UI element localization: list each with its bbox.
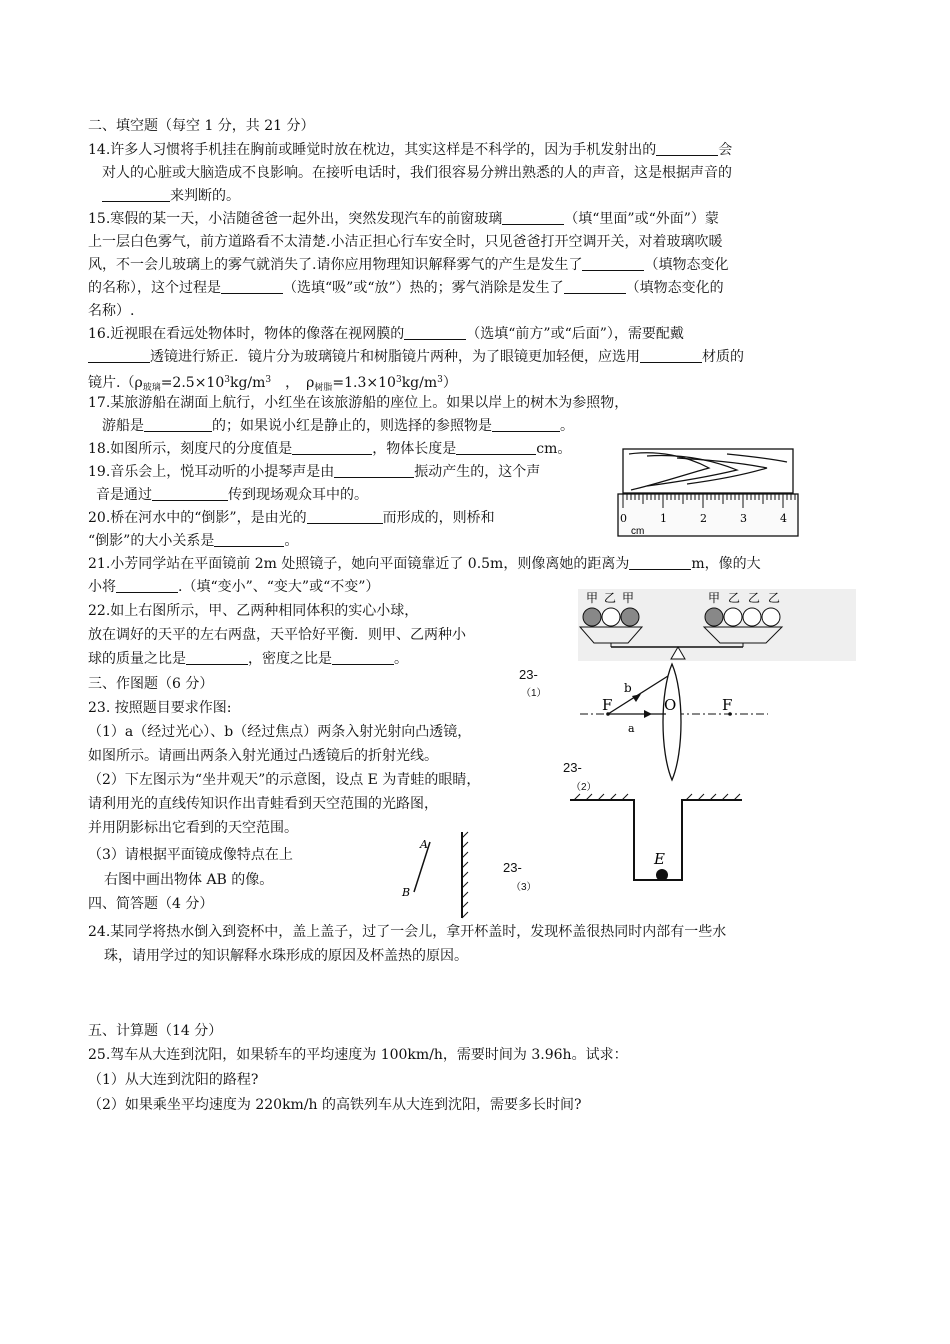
- q16-sup: 3: [437, 375, 443, 385]
- q15-text-f: （选填“吸”或“放”）热的；雾气消除是发生了: [283, 280, 564, 296]
- answer-blank[interactable]: [404, 325, 466, 340]
- label-F-right: F: [722, 696, 733, 714]
- mirror-fig-tag: 23-: [503, 860, 522, 875]
- q20-line2: [88, 531, 298, 551]
- q17-line2: [102, 416, 574, 436]
- q15-text-c: 风，不一会儿玻璃上的雾气就消失了.请你应用物理知识解释雾气的产生是发生了: [88, 257, 583, 273]
- q17-text-b: 的；如果说小红是静止的，则选择的参照物是: [212, 418, 492, 434]
- right-label-2: 乙: [728, 591, 741, 605]
- left-label-2: 乙: [604, 591, 617, 605]
- section-fill-title: 二、填空题（每空 1 分，共 21 分）: [88, 118, 315, 134]
- well-fig-tag2: （2）: [571, 782, 597, 793]
- q19-line1: [88, 462, 540, 482]
- label-E: E: [654, 850, 665, 868]
- q16-density-d: ， ρ: [271, 375, 315, 391]
- q15-text-e: 的名称），这个过程是: [88, 280, 221, 296]
- q22-line1: 22.如上右图所示，甲、乙两种相同体积的实心小球，: [88, 603, 419, 619]
- q19-text-d: 传到现场观众耳中的。: [228, 487, 368, 503]
- label-a: a: [628, 722, 635, 735]
- left-label-3: 甲: [622, 591, 635, 605]
- q14-text-a: 14.许多人习惯将手机挂在胸前或睡觉时放在枕边，其实这样是不科学的，因为手机发射出的: [88, 142, 657, 158]
- q25-line1: 25.驾车从大连到沈阳，如果轿车的平均速度为 100km/h，需要时间为 3.96h。试求：: [88, 1047, 628, 1063]
- q15-line5: 名称）.: [88, 303, 135, 319]
- ruler-tick-label: 1: [660, 512, 667, 525]
- q19-line2: [96, 485, 368, 505]
- q16-sup: 3: [395, 375, 402, 385]
- q24-line2: 珠，请用学过的知识解释水珠形成的原因及杯盖热的原因。: [104, 948, 468, 964]
- q16-density-a: 镜片.（ρ: [88, 375, 143, 391]
- label-A: A: [420, 838, 428, 851]
- answer-blank[interactable]: [656, 141, 718, 156]
- q14-line2: 对人的心脏或大脑造成不良影响。在接听电话时，我们很容易分辨出熟悉的人的声音，这是根据声音的: [102, 165, 732, 181]
- q17-line1: 17.某旅游船在湖面上航行，小红坐在该旅游船的座位上。如果以岸上的树木为参照物，: [88, 395, 629, 411]
- q16-text-d: 材质的: [702, 349, 744, 365]
- q23-line8: 右图中画出物体 AB 的像。: [104, 872, 274, 888]
- q22-line3: [88, 649, 408, 669]
- q18-text-b: ，物体长度是: [372, 441, 457, 457]
- q22-text-a: 球的质量之比是: [88, 651, 186, 667]
- q16-density-b: =2.5×10: [160, 375, 225, 391]
- q22-text-c: 。: [394, 651, 408, 667]
- q21-line1: [88, 554, 761, 574]
- q16-density-g: ）: [442, 375, 457, 391]
- q16-density-c: kg/m: [229, 375, 266, 391]
- q23-line4: （2）下左图示为“坐井观天”的示意图，设点 E 为青蛙的眼睛，: [88, 772, 481, 788]
- q20-text-a: 20.桥在河水中的“倒影”，是由光的: [88, 510, 307, 526]
- q15-line1: [88, 209, 719, 229]
- answer-blank[interactable]: [492, 417, 560, 432]
- q19-text-b: 振动产生的，这个声: [414, 464, 541, 480]
- mirror-fig-tag2: （3）: [511, 882, 537, 893]
- q25-line3: （2）如果乘坐平均速度为 220km/h 的高铁列车从大连到沈阳，需要多长时间?: [88, 1097, 582, 1113]
- q14-line3: [102, 186, 240, 206]
- mirror-figure-svg: [400, 830, 480, 922]
- q17-text-c: 。: [560, 418, 574, 434]
- q16-line1: [88, 324, 684, 344]
- q23-line3: 如图所示。请画出两条入射光通过凸透镜后的折射光线。: [88, 748, 438, 764]
- ruler-tick-label: 2: [700, 512, 707, 525]
- lens-fig-tag: 23-: [519, 667, 538, 682]
- q16-density-e: =1.3×10: [332, 375, 396, 391]
- q16-text-c: 透镜进行矫正．镜片分为玻璃镜片和树脂镜片两种，为了眼镜更加轻便，应选用: [150, 349, 640, 365]
- ray-a-arrow: [644, 710, 652, 718]
- q19-text-c: 音是通过: [96, 487, 152, 503]
- answer-blank[interactable]: [332, 650, 394, 665]
- well-figure: [566, 788, 746, 888]
- lens-figure: [572, 662, 772, 784]
- answer-blank[interactable]: [629, 555, 691, 570]
- ruler-tick-label: 0: [620, 512, 627, 525]
- section-draw-title: 三、作图题（6 分）: [88, 676, 214, 692]
- ball-jia: [705, 608, 723, 626]
- q23-line5: 请利用光的直线传知识作出青蛙看到天空范围的光路图，: [88, 796, 438, 812]
- q23-line1: 23. 按照题目要求作图:: [88, 700, 232, 716]
- answer-blank[interactable]: [102, 187, 170, 202]
- frog-eye-dot: [656, 869, 668, 881]
- q16-sup: 3: [224, 375, 230, 385]
- convex-lens: [663, 664, 681, 780]
- q16-line2: [88, 347, 744, 367]
- q18-text-c: cm。: [536, 441, 572, 457]
- answer-blank[interactable]: [88, 348, 150, 363]
- ruler-figure: [617, 446, 799, 546]
- q16-sub-resin: 树脂: [314, 383, 333, 393]
- well-figure-svg: [566, 788, 746, 888]
- q23-line7: （3）请根据平面镜成像特点在上: [88, 847, 293, 863]
- right-label-4: 乙: [768, 591, 781, 605]
- mirror-figure: [400, 830, 480, 922]
- ball-yi: [602, 608, 620, 626]
- left-label-1: 甲: [586, 591, 599, 605]
- right-label-1: 甲: [708, 591, 721, 605]
- well-fig-tag: 23-: [563, 760, 582, 775]
- ball-yi: [743, 608, 761, 626]
- q15-text-d: （填物态变化: [644, 257, 729, 273]
- q16-density-f: kg/m: [401, 375, 438, 391]
- q20-line1: [88, 508, 495, 528]
- answer-blank[interactable]: [214, 532, 284, 547]
- answer-blank[interactable]: [456, 440, 536, 455]
- answer-blank[interactable]: [116, 578, 178, 593]
- q20-text-d: 。: [284, 533, 299, 549]
- wood-grain: [677, 458, 767, 484]
- label-B: B: [402, 886, 411, 899]
- q16-text-b: （选填“前方”或“后面”），需要配戴: [466, 326, 684, 342]
- answer-blank[interactable]: [144, 417, 212, 432]
- q15-line2: 上一层白色雾气，前方道路看不太清楚.小洁正担心行车安全时，只见爸爸打开空调开关，对着玻璃吹暖: [88, 234, 723, 250]
- answer-blank[interactable]: [186, 650, 248, 665]
- q15-line3: [88, 255, 728, 275]
- answer-blank[interactable]: [292, 440, 372, 455]
- q14-text-c: 来判断的。: [170, 188, 240, 204]
- q21-text-a: 21.小芳同学站在平面镜前 2m 处照镜子，她向平面镜靠近了 0.5m，则像离她的距离为: [88, 556, 630, 572]
- q21-text-c: 小将: [88, 579, 116, 595]
- answer-blank[interactable]: [564, 279, 626, 294]
- right-label-3: 乙: [748, 591, 761, 605]
- q15-text-b: （填“里面”或“外面”）蒙: [564, 211, 719, 227]
- ball-jia: [621, 608, 639, 626]
- q16-sub-glass: 玻璃: [142, 383, 161, 393]
- q15-text-g: （填物态变化的: [625, 280, 724, 296]
- label-O: O: [664, 696, 677, 714]
- q20-text-b: 而形成的，则桥和: [382, 510, 495, 526]
- q23-line2: （1）a（经过光心）、b（经过焦点）两条入射光射向凸透镜，: [88, 724, 472, 740]
- q24-line1: 24.某同学将热水倒入到瓷杯中，盖上盖子，过了一会儿，拿开杯盖时，发现杯盖很热同时内部有一些水: [88, 924, 727, 940]
- answer-blank[interactable]: [502, 210, 564, 225]
- answer-blank[interactable]: [334, 463, 414, 478]
- q22-text-b: ，密度之比是: [248, 651, 332, 667]
- q23-line6: 并用阴影标出它看到的天空范围。: [88, 820, 298, 836]
- label-F-left: F: [602, 696, 613, 714]
- q15-text-a: 15.寒假的某一天，小洁随爸爸一起外出，突然发现汽车的前窗玻璃: [88, 211, 503, 227]
- ball-jia: [583, 608, 601, 626]
- q21-text-d: .（填“变小”、“变大”或“不变”）: [178, 579, 380, 595]
- q18-text-a: 18.如图所示，刻度尺的分度值是: [88, 441, 293, 457]
- q22-line2: 放在调好的天平的左右两盘，天平恰好平衡．则甲、乙两种小: [88, 627, 466, 643]
- q20-text-c: “倒影”的大小关系是: [88, 533, 215, 549]
- q19-text-a: 19.音乐会上，悦耳动听的小提琴声是由: [88, 464, 335, 480]
- answer-blank[interactable]: [640, 348, 702, 363]
- balance-figure-svg: [578, 587, 856, 665]
- q14-text-b: 会: [718, 142, 733, 158]
- answer-blank[interactable]: [582, 256, 644, 271]
- ray-b-arrow: [632, 694, 641, 702]
- balance-figure: [578, 587, 856, 665]
- ruler-tick-label: 3: [740, 512, 747, 525]
- ball-yi: [724, 608, 742, 626]
- lens-figure-svg: [572, 662, 772, 784]
- well-outline: [570, 800, 742, 880]
- q18-line: [88, 439, 571, 459]
- q21-text-b: m，像的大: [691, 556, 761, 572]
- section-short-title: 四、简答题（4 分）: [88, 896, 214, 912]
- ruler-tick-label: 4: [780, 512, 787, 525]
- q21-line2: [88, 577, 379, 597]
- q17-text-a: 游船是: [102, 418, 144, 434]
- q14-line1: [88, 140, 732, 160]
- ball-yi: [762, 608, 780, 626]
- ruler-figure-svg: [617, 446, 799, 546]
- answer-blank[interactable]: [221, 279, 283, 294]
- q16-sup: 3: [265, 375, 272, 385]
- answer-blank[interactable]: [307, 509, 383, 524]
- wood-grain: [727, 454, 787, 462]
- answer-blank[interactable]: [152, 486, 228, 501]
- q25-line2: （1）从大连到沈阳的路程?: [88, 1072, 259, 1088]
- q16-text-a: 16.近视眼在看远处物体时，物体的像落在视网膜的: [88, 326, 405, 342]
- q15-line4: [88, 278, 724, 298]
- ruler-unit: cm: [631, 526, 645, 537]
- label-b: b: [624, 681, 632, 695]
- ruler-body: [618, 494, 798, 536]
- lens-fig-tag2: （1）: [521, 688, 547, 699]
- section-calc-title: 五、计算题（14 分）: [88, 1023, 223, 1039]
